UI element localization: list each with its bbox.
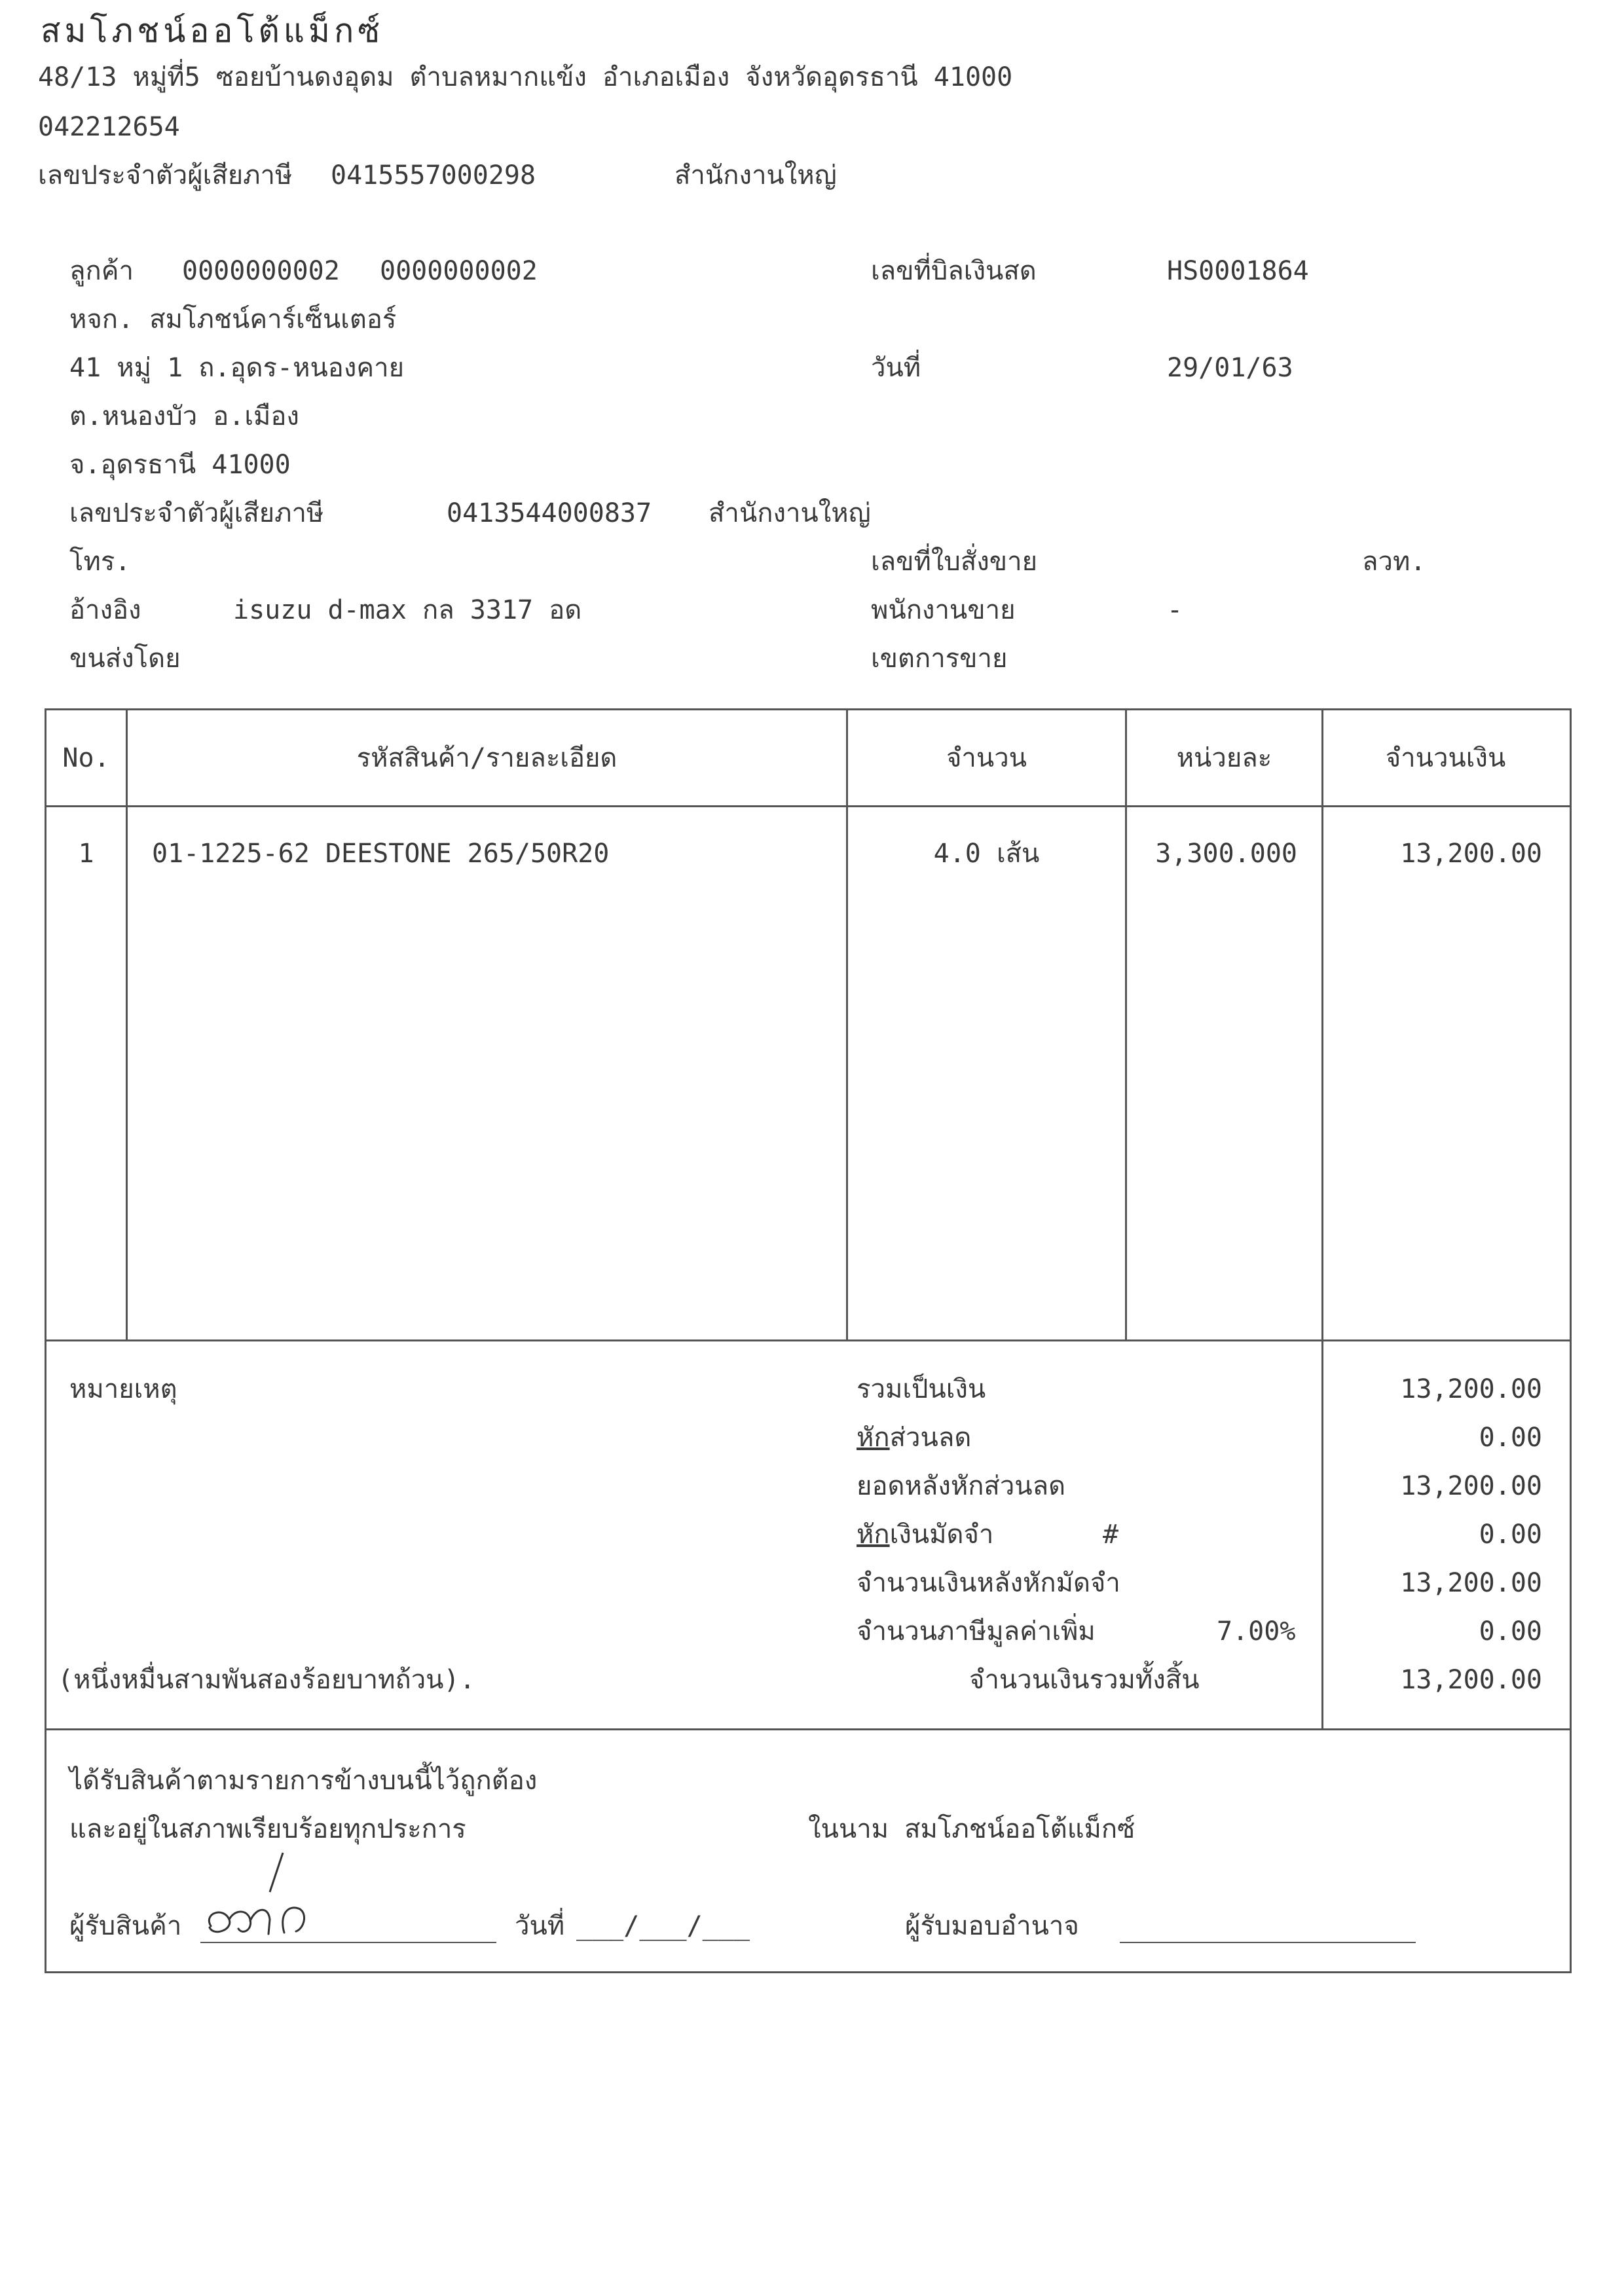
- customer-address-line-3: จ.อุดรธานี 41000: [69, 450, 291, 480]
- customer-label: ลูกค้า: [69, 256, 134, 286]
- col-divider-desc: [846, 708, 848, 1341]
- reference-label: อ้างอิง: [69, 595, 141, 625]
- bill-number: HS0001864: [1167, 256, 1309, 286]
- table-body-divider: [45, 1339, 1570, 1341]
- customer-phone-label: โทร.: [69, 547, 131, 577]
- grand-total-label: จำนวนเงินรวมทั้งสิ้น: [969, 1665, 1200, 1695]
- discount-label: [857, 1425, 971, 1451]
- footer-date-label: วันที่: [515, 1911, 565, 1941]
- date-value: 29/01/63: [1167, 353, 1293, 383]
- salesperson-value: -: [1167, 595, 1183, 625]
- bill-number-label: เลขที่บิลเงินสด: [871, 256, 1037, 286]
- customer-branch: สำนักงานใหญ่: [709, 498, 871, 528]
- on-behalf-of: ในนาม สมโภชน์ออโต้แม็กซ์: [808, 1814, 1135, 1844]
- header-unit-price: หน่วยละ: [1176, 743, 1272, 773]
- received-statement-line-2: และอยู่ในสภาพเรียบร้อยทุกประการ: [69, 1814, 466, 1844]
- subtotal-value: 13,200.00: [1400, 1374, 1542, 1404]
- customer-address-line-2: ต.หนองบัว อ.เมือง: [69, 401, 299, 431]
- customer-name: หจก. สมโภชน์คาร์เซ็นเตอร์: [69, 304, 397, 335]
- company-tax-label: เลขประจำตัวผู้เสียภาษี: [38, 160, 293, 191]
- sales-order-label: เลขที่ใบสั่งขาย: [871, 547, 1038, 577]
- after-discount-value: 13,200.00: [1400, 1471, 1542, 1501]
- discount-label-rest: ส่วนลด: [889, 1423, 972, 1453]
- row-1-amount: 13,200.00: [1400, 839, 1542, 869]
- grand-total-value: 13,200.00: [1400, 1665, 1542, 1695]
- after-deposit-value: 13,200.00: [1400, 1568, 1542, 1598]
- customer-address-line-1: 41 หมู่ 1 ถ.อุดร-หนองคาย: [69, 353, 405, 383]
- discount-label-prefix: หัก: [857, 1423, 890, 1453]
- row-1-description: 01-1225-62 DEESTONE 265/50R20: [152, 839, 610, 869]
- after-deposit-label: จำนวนเงินหลังหักมัดจำ: [857, 1568, 1120, 1598]
- row-1-no: 1: [78, 839, 94, 869]
- authorized-signature-line: [1120, 1942, 1416, 1943]
- col-divider-qty: [1125, 708, 1127, 1341]
- deposit-label-prefix: หัก: [857, 1520, 890, 1550]
- deposit-label: [857, 1522, 993, 1548]
- vat-value: 0.00: [1479, 1616, 1542, 1647]
- company-name: สมโภชน์ออโต้แม็กซ์: [41, 12, 384, 50]
- customer-code-2: 0000000002: [380, 256, 538, 286]
- sales-area-label: เขตการขาย: [871, 644, 1008, 674]
- footer-date-blank: ___/___/___: [576, 1911, 750, 1941]
- company-tax-id: 0415557000298: [331, 160, 536, 191]
- total-in-words: (หนึ่งหมื่นสามพันสองร้อยบาทถ้วน).: [58, 1665, 475, 1695]
- shipping-label: ขนส่งโดย: [69, 644, 181, 674]
- salesperson-label: พนักงานขาย: [871, 595, 1016, 625]
- col-divider-no: [126, 708, 128, 1341]
- vat-label: จำนวนภาษีมูลค่าเพิ่ม: [857, 1616, 1096, 1647]
- header-no: No.: [62, 743, 110, 773]
- subtotal-label: รวมเป็นเงิน: [857, 1374, 986, 1404]
- receiver-signature: [196, 1846, 341, 1944]
- header-description: รหัสสินค้า/รายละเอียด: [356, 743, 618, 773]
- table-header-divider: [45, 805, 1570, 807]
- discount-value: 0.00: [1479, 1423, 1542, 1453]
- header-amount: จำนวนเงิน: [1385, 743, 1506, 773]
- received-statement-line-1: ได้รับสินค้าตามรายการข้างบนนี้ไว้ถูกต้อง: [69, 1766, 538, 1796]
- company-address: 48/13 หมู่ที่5 ซอยบ้านดงอุดม ตำบลหมากแข้ง อำเภอเมือง จังหวัดอุดรธานี 41000: [38, 62, 1013, 92]
- company-phone: 042212654: [38, 112, 180, 142]
- company-branch: สำนักงานใหญ่: [674, 160, 837, 191]
- reference-value: isuzu d-max กล 3317 อด: [233, 595, 582, 625]
- deposit-label-rest: เงินมัดจำ: [889, 1520, 994, 1550]
- row-1-quantity: 4.0 เส้น: [933, 839, 1040, 869]
- authorized-label: ผู้รับมอบอำนาจ: [905, 1911, 1079, 1941]
- deposit-value: 0.00: [1479, 1520, 1542, 1550]
- remark-label: หมายเหตุ: [69, 1374, 177, 1404]
- receiver-label: ผู้รับสินค้า: [69, 1911, 182, 1941]
- customer-code-1: 0000000002: [182, 256, 340, 286]
- customer-tax-label: เลขประจำตัวผู้เสียภาษี: [69, 498, 324, 528]
- sales-order-value: ลวท.: [1362, 547, 1426, 577]
- customer-tax-id: 0413544000837: [447, 498, 652, 528]
- deposit-hash: #: [1103, 1520, 1119, 1550]
- header-quantity: จำนวน: [946, 743, 1027, 773]
- after-discount-label: ยอดหลังหักส่วนลด: [857, 1471, 1066, 1501]
- date-label: วันที่: [871, 353, 921, 383]
- row-1-unit-price: 3,300.000: [1155, 839, 1297, 869]
- vat-rate: 7.00%: [1217, 1616, 1296, 1647]
